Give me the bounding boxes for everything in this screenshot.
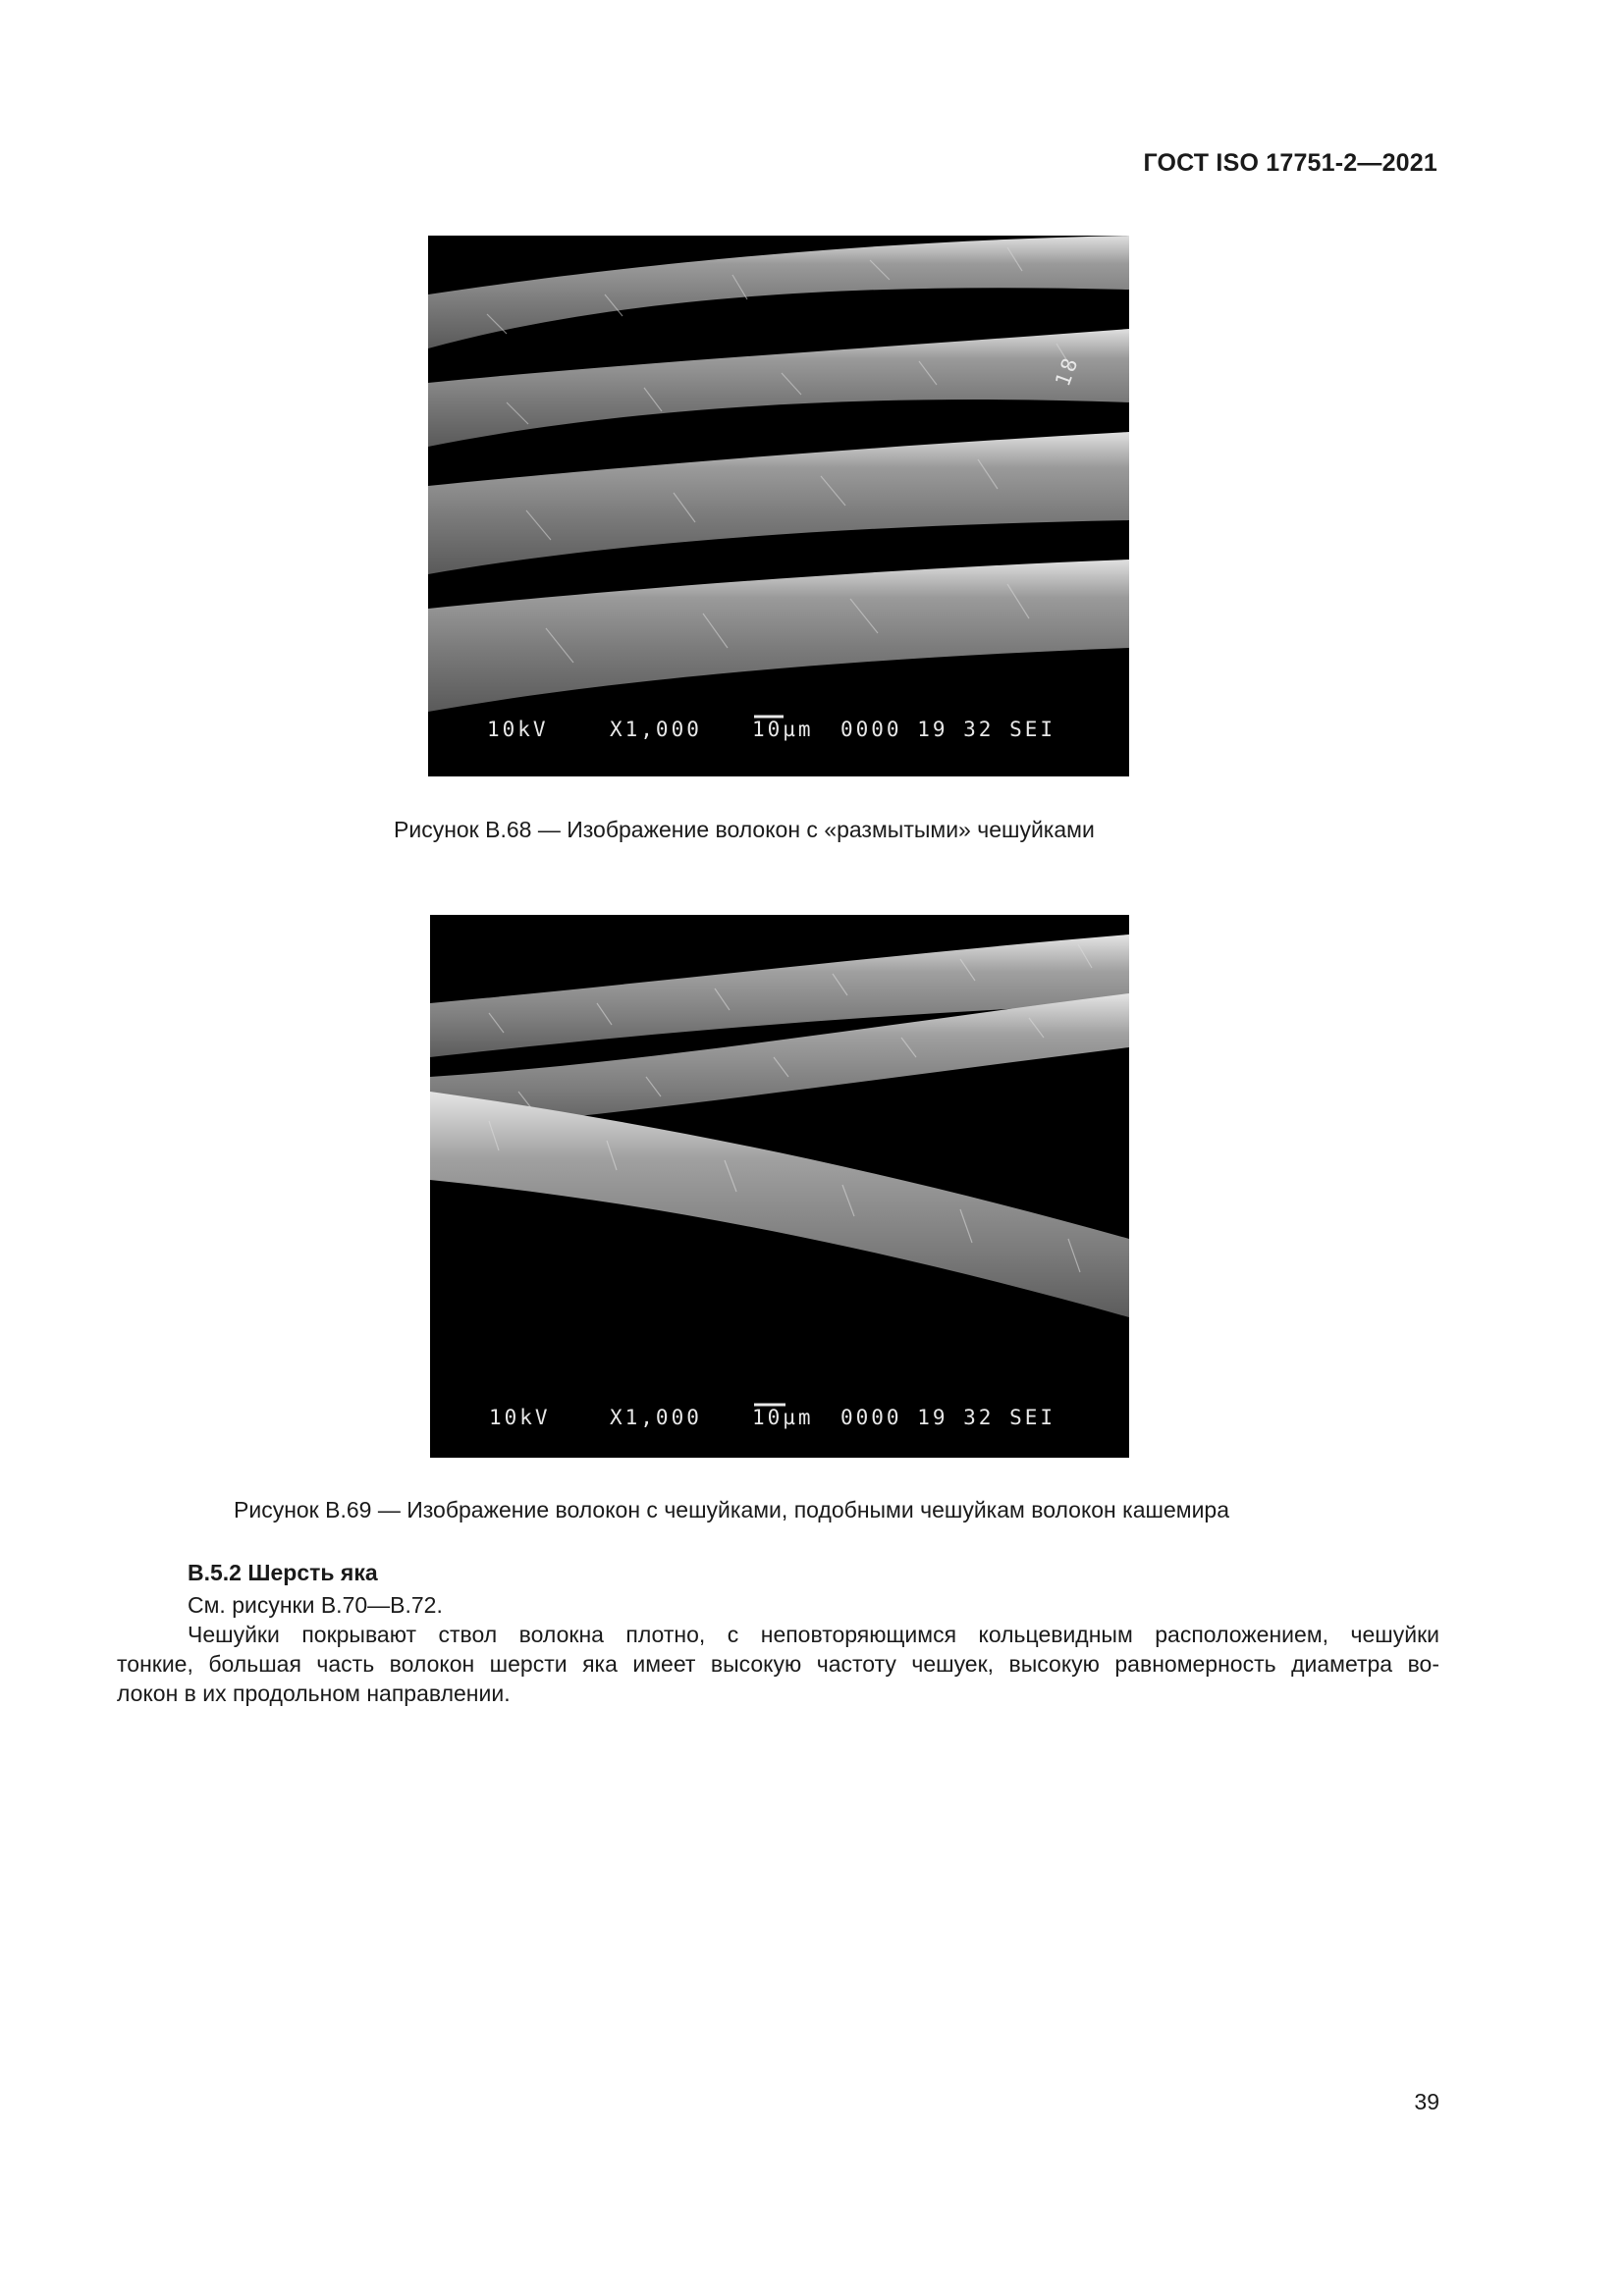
- overlay-mark-label: 18: [1051, 352, 1084, 390]
- see-figures-reference: См. рисунки В.70—В.72.: [188, 1592, 443, 1618]
- sem-image-figure-b68: [428, 236, 1129, 776]
- section-paragraph: [117, 1620, 1439, 1708]
- sem-voltage-label: 10kV: [489, 1406, 551, 1429]
- sem-micrograph-fibers: [430, 915, 1129, 1458]
- paragraph-line-2: тонкие, большая часть волокон шерсти яка имеет высокую частоту чешуек, высокую равномерность диаметра во-: [117, 1651, 1439, 1677]
- sem-magnification-label: X1,000: [610, 718, 702, 741]
- figure-caption-b68: Рисунок В.68 — Изображение волокон с «размытыми» чешуйками: [394, 817, 1095, 842]
- sem-voltage-label: 10kV: [487, 718, 549, 741]
- sem-code-label: 0000 19 32 SEI: [840, 718, 1056, 741]
- sem-scale-label: 10µm: [752, 1406, 814, 1429]
- paragraph-line-1: Чешуйки покрывают ствол волокна плотно, с неповторяющимся кольцевидным расположением, чешуйки: [188, 1622, 1439, 1647]
- sem-scale-label: 10µm: [752, 718, 814, 741]
- page-number: 39: [1414, 2089, 1439, 2114]
- sem-micrograph-fibers: [428, 236, 1129, 776]
- paragraph-line-3: локон в их продольном направлении.: [117, 1681, 511, 1706]
- sem-code-label: 0000 19 32 SEI: [840, 1406, 1056, 1429]
- document-id-header: ГОСТ ISO 17751-2—2021: [1143, 149, 1437, 177]
- figure-caption-b69: Рисунок В.69 — Изображение волокон с чешуйками, подобными чешуйкам волокон кашемира: [234, 1497, 1229, 1522]
- sem-magnification-label: X1,000: [610, 1406, 702, 1429]
- section-heading: В.5.2 Шерсть яка: [188, 1560, 378, 1585]
- sem-image-figure-b69: [430, 915, 1129, 1458]
